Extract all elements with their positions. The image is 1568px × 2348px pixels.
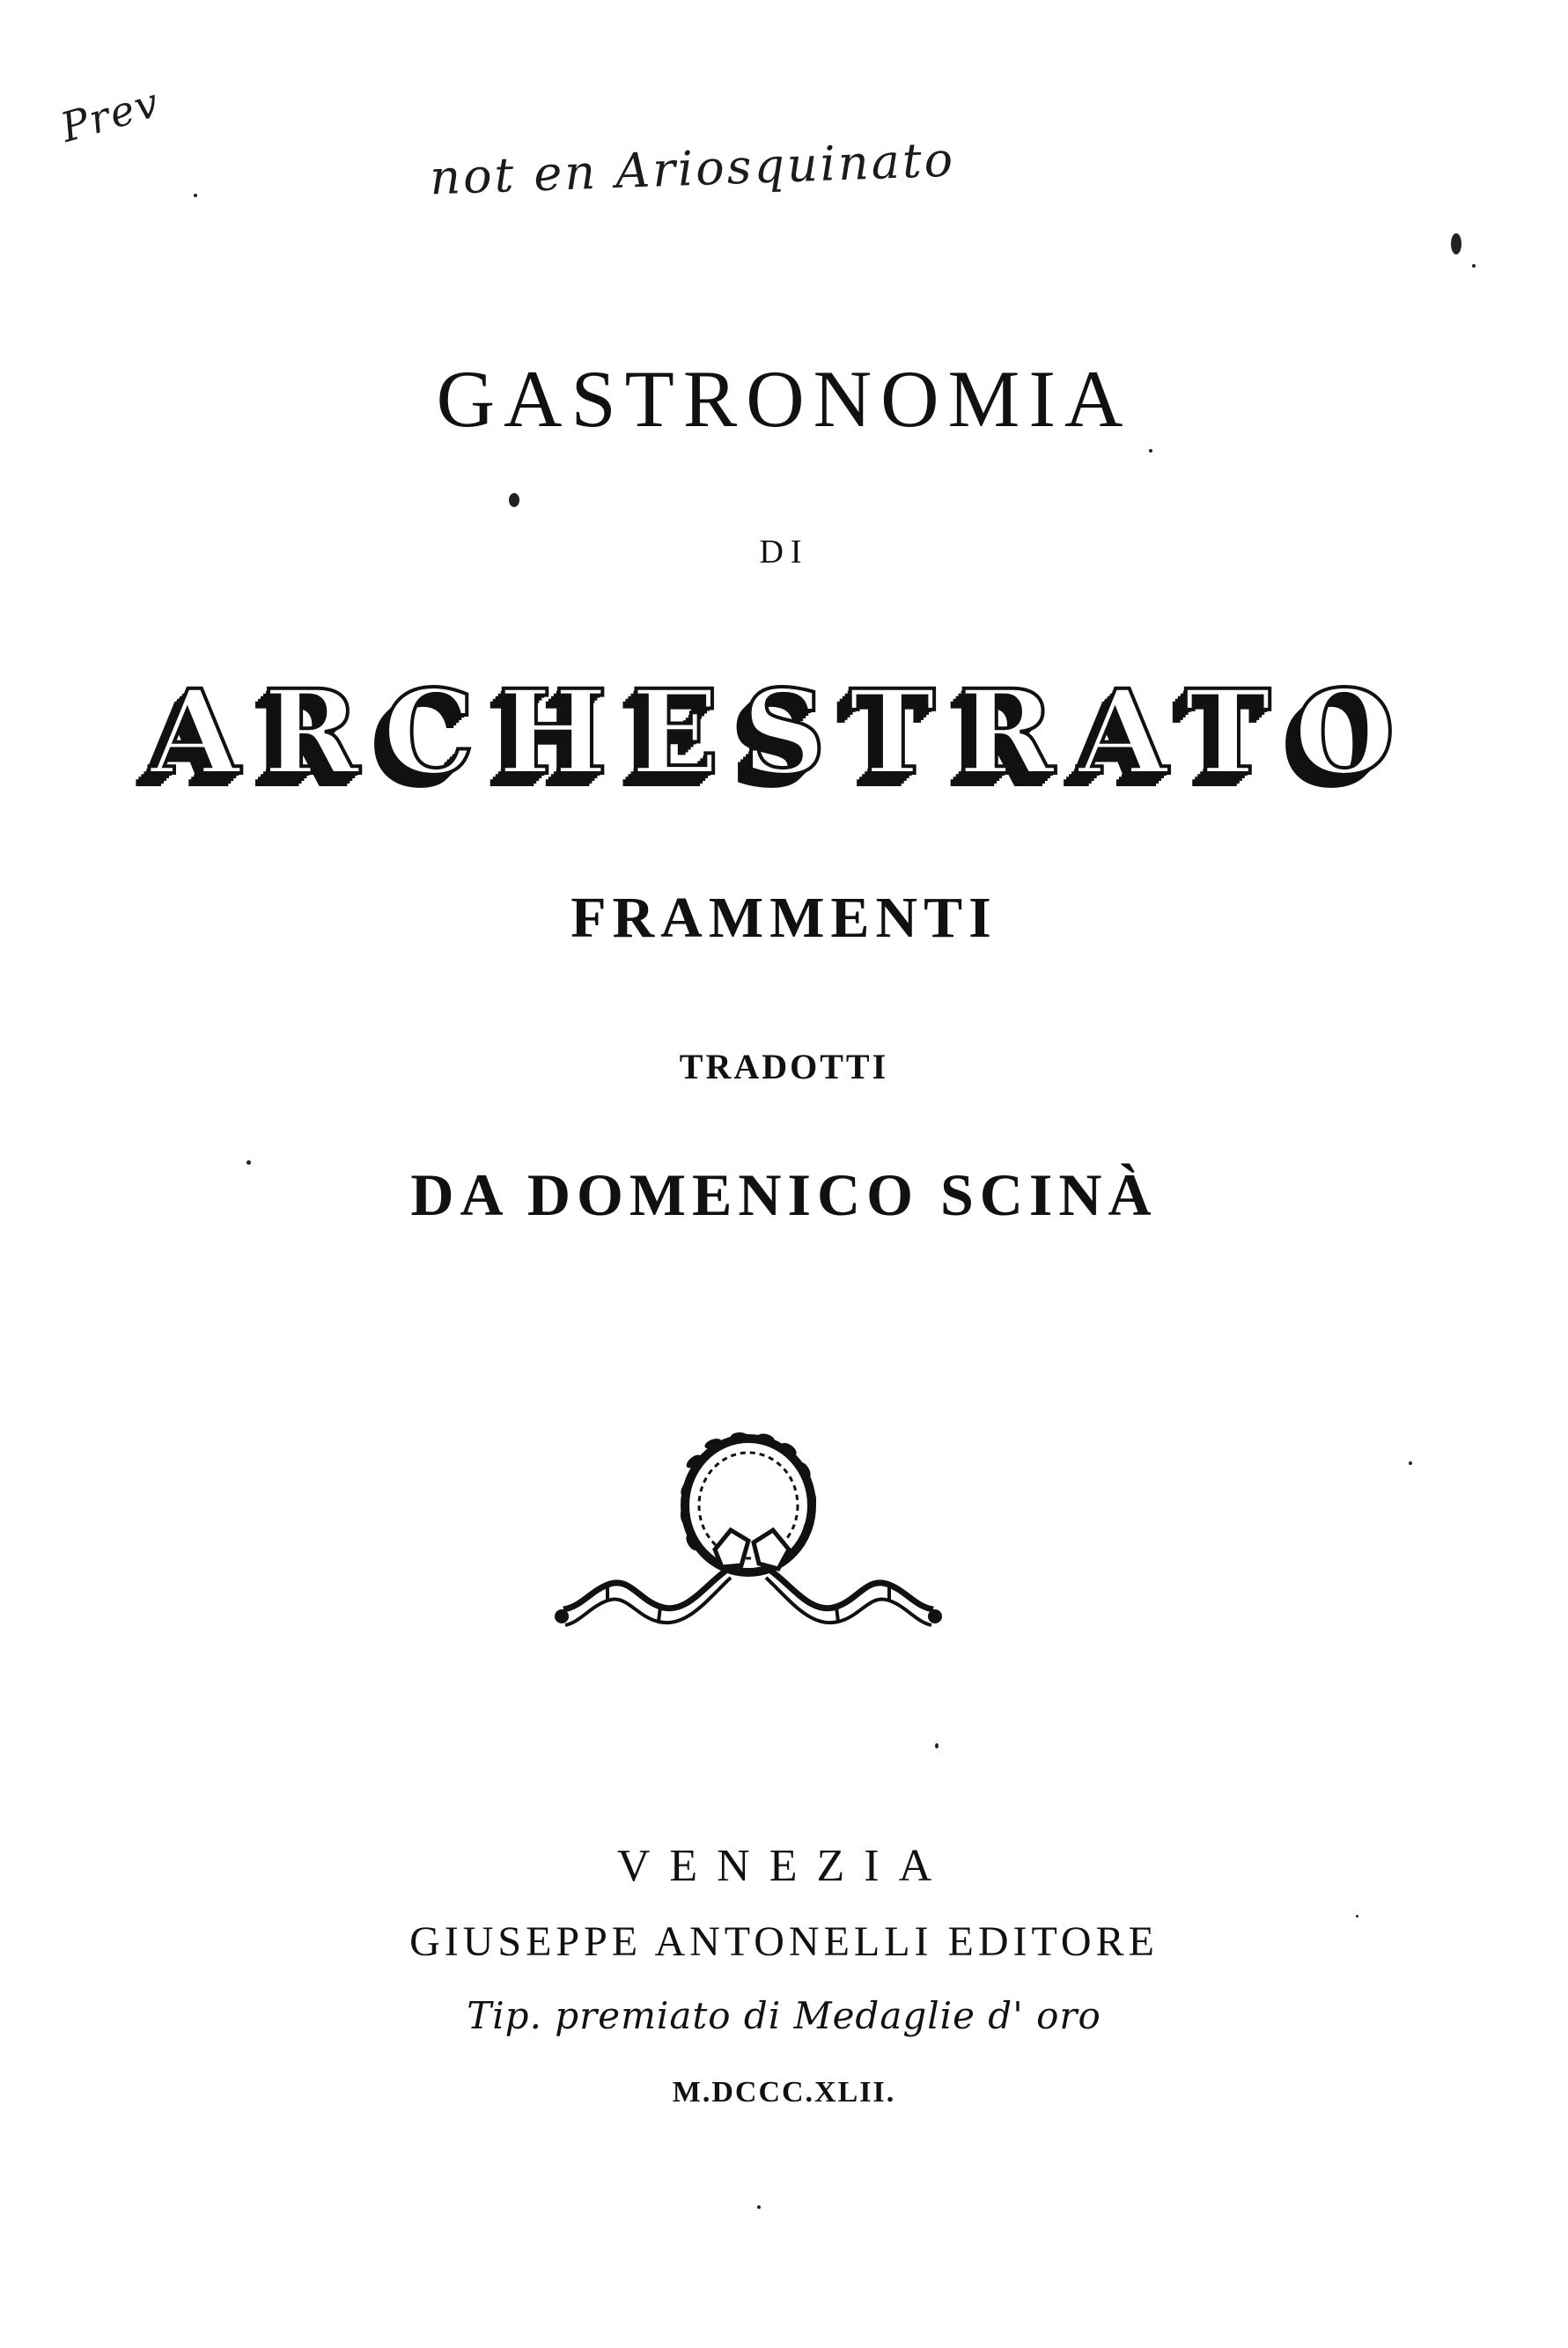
- handwritten-corner-note: Prev: [55, 77, 166, 151]
- scan-speck: [1149, 449, 1152, 453]
- title-line-gastronomia: GASTRONOMIA: [436, 354, 1132, 444]
- scan-speck: [1356, 1915, 1358, 1917]
- translator-line: DA DOMENICO SCINÀ: [410, 1161, 1158, 1228]
- title-main-archestrato: ARCHESTRATO: [150, 665, 1418, 801]
- scan-speck: [1409, 1461, 1412, 1465]
- scan-speck: [1451, 233, 1461, 254]
- scan-speck: [247, 1160, 251, 1165]
- imprint-year: M.DCCC.XLII.: [672, 2076, 896, 2109]
- imprint-publisher: GIUSEPPE ANTONELLI EDITORE: [409, 1918, 1159, 1965]
- scan-speck: [757, 2205, 761, 2209]
- subtitle: FRAMMENTI: [571, 886, 997, 950]
- translated-label: TRADOTTI: [679, 1047, 889, 1086]
- imprint-city: VENEZIA: [616, 1841, 952, 1891]
- imprint-press-note: Tip. premiato di Medaglie d' oro: [467, 1994, 1101, 2037]
- scan-speck: [935, 1743, 939, 1748]
- title-connector: DI: [759, 534, 809, 570]
- scan-speck: [1472, 264, 1476, 268]
- handwritten-top-note: not en Ariosquinato: [429, 131, 957, 206]
- scan-speck: [194, 194, 197, 197]
- scan-speck: [509, 493, 519, 507]
- laurel-wreath-with-ribbon-icon: [555, 1417, 942, 1682]
